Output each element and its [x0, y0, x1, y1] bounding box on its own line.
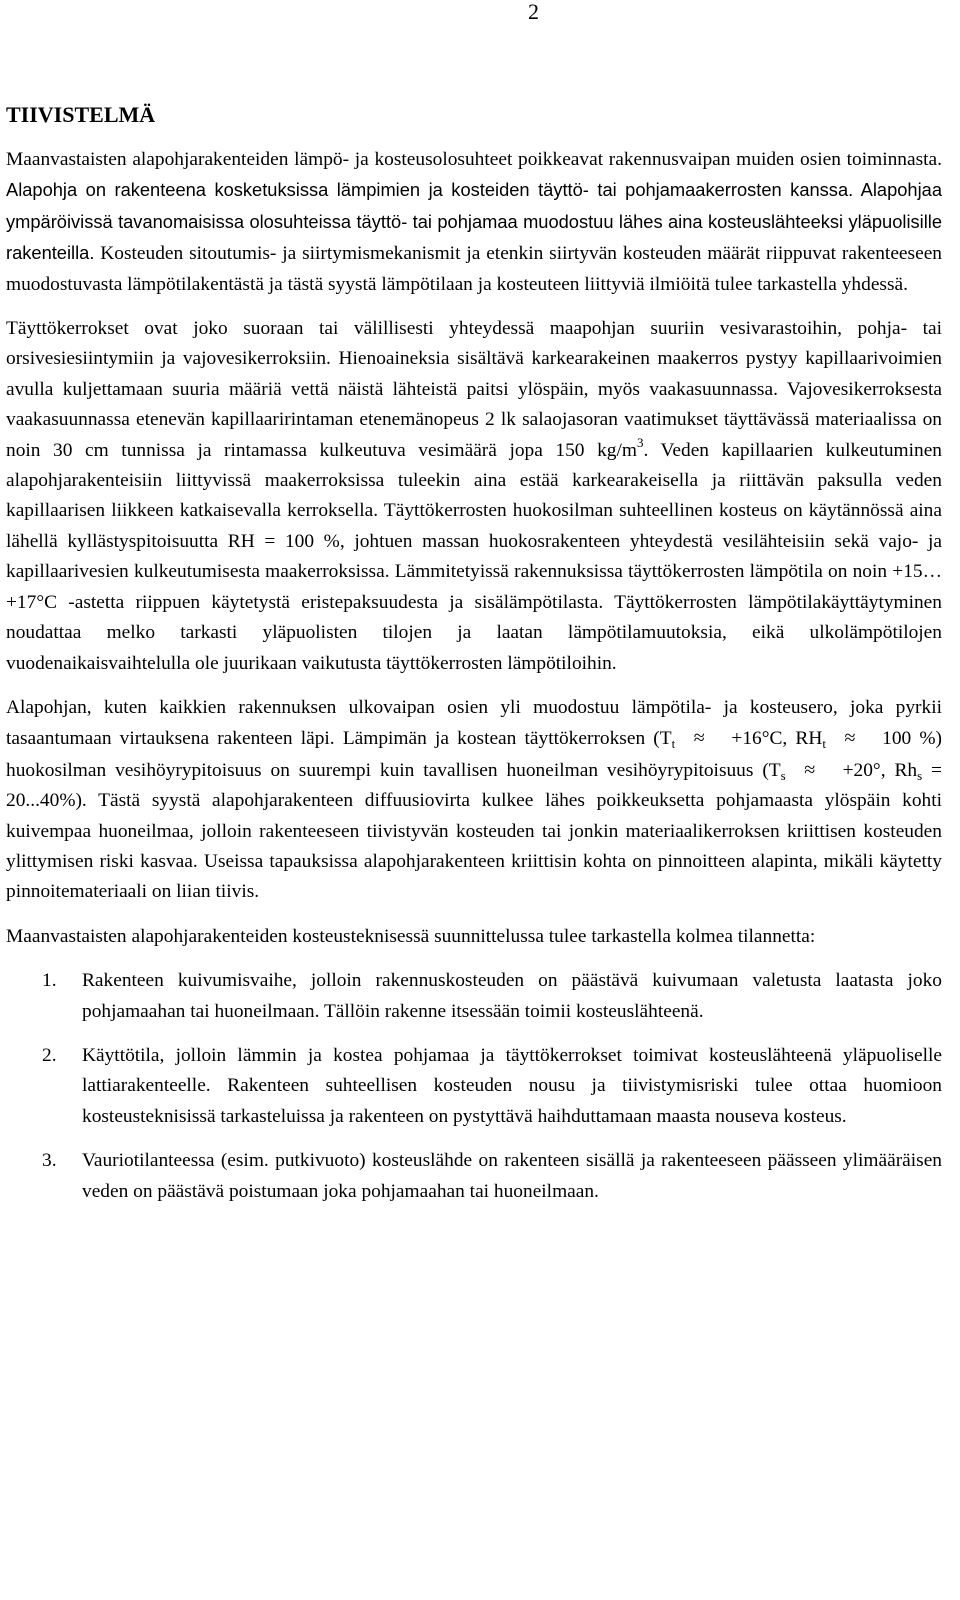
approx-symbol-1: ≈: [693, 727, 705, 750]
subscript-t1: t: [671, 736, 676, 752]
list-item-text: Vauriotilanteessa (esim. putkivuoto) kosteuslähde on rakenteen sisällä ja rakenteeseen päässeen ylimääräisen veden on päästävä poistumaan joka pohjamaahan tai huoneilmaan.: [82, 1150, 942, 1202]
list-item-number: 2.: [42, 1044, 57, 1066]
paragraph-1: [6, 144, 942, 300]
document-body: [6, 100, 942, 1221]
document-heading: TIIVISTELMÄ: [6, 102, 156, 127]
paragraph-3-part-c: 100 %) huokosilman vesihöyrypitoisuus on suurempi kuin tavallisen huoneilman vesihöyrypitoisuus (T: [6, 728, 942, 781]
subscript-t2: t: [822, 736, 826, 752]
list-item: [6, 1041, 942, 1132]
approx-symbol-2: ≈: [844, 727, 856, 750]
paragraph-3-part-e: = 20...40%). Tästä syystä alapohjarakenteen diffuusiovirta kulkee lähes poikkeuksetta pohjamaasta ylöspäin kohti kuivempaa huoneilmaa, jolloin rakenteeseen tiivistyvän kosteuden tai jonkin materiaalikerroksen kriittisen kosteuden ylittymisen riski kasvaa. Useissa tapauksissa alapohjarakenteen kriittisin kohta on pinnoitteen alapinta, mikäli käytetty pinnoitemateriaali on liian tiivis.: [6, 759, 942, 903]
approx-symbol-3: ≈: [804, 758, 816, 781]
paragraph-4: Maanvastaisten alapohjarakenteiden kosteusteknisessä suunnittelussa tulee tarkastella kolmea tilannetta:: [6, 925, 816, 947]
paragraph-1-part-a: Maanvastaisten alapohjarakenteiden lämpö- ja kosteusolosuhteet poikkeavat rakennusvaipan muiden osien toiminnasta.: [6, 149, 942, 170]
list-item-text: Käyttötila, jolloin lämmin ja kostea pohjamaa ja täyttökerrokset toimivat kosteuslähteenä yläpuoliselle lattiarakenteelle. Rakenteen suhteellisen kosteuden nousu ja tiivistymisriski tulee ottaa huomioon kosteusteknisissä tarkasteluissa ja rakenteen on pystyttävä haihduttamaan maasta nouseva kosteus.: [82, 1044, 942, 1127]
subscript-s1: s: [780, 767, 786, 783]
paragraph-2-part-b: Hienoaineksia sisältävä karkearakeinen maakerros pystyy kapillaarivoimien avulla kuljettamaan suuria määriä vettä näistä lähteistä paitsi ylöspäin, myös vaakasuunnassa.: [6, 348, 942, 400]
situation-list: [6, 966, 942, 1207]
paragraph-3-part-a: Alapohjan, kuten kaikkien rakennuksen ulkovaipan osien yli muodostuu lämpötila- ja kosteusero, joka pyrkii tasaantumaan virtauksena rakenteen läpi. Lämpimän ja kostean täyttökerroksen (T: [6, 696, 942, 750]
paragraph-3: [6, 693, 942, 908]
paragraph-2: [6, 314, 942, 679]
paragraph-2-part-c: Vajovesikerroksesta vaakasuunnassa etenevän kapillaaririntaman etenemänopeus 2 lk salaojasoran vaatimukset täyttävässä materiaalissa on noin 30 cm tunnissa ja rintamassa kulkeutuva vesimäärä jopa 150 kg/m: [6, 378, 942, 461]
list-item-number: 1.: [42, 970, 57, 992]
paragraph-2-part-d: . Veden kapillaarien kulkeutuminen alapohjarakenteisiin liittyvissä maakerroksissa tuleekin aina estää karkearakeisella ja riittävän paksulla veden kapillaarisen liikkeen katkaisevalla kerroksella. Täyttökerrosten huokosilman suhteellinen kosteus on käytännössä aina lähellä kyllästyspitoisuutta RH = 100 %, johtuen massan huokosrakenteen yhteydestä vesilähteisiin sekä vajo- ja kapillaarivesien kulkeutumisesta maakerroksissa. Lämmitetyissä rakennuksissa täyttökerrosten lämpötila on noin +15…+17°C -astetta riippuen käytetystä eristepaksuudesta ja sisälämpötilasta. Täyttökerrosten lämpötilakäyttäytyminen noudattaa melko tarkasti yläpuolisten tilojen ja laatan lämpötilamuutoksia, eikä ulkolämpötilojen vuodenaikaisvaihtelulla ole juurikaan vaikutusta täyttökerrosten lämpötiloihin.: [6, 439, 943, 674]
paragraph-3-part-d: +20°, Rh: [833, 759, 918, 781]
subscript-s2: s: [917, 767, 923, 783]
paragraph-3-part-b: +16°C, RH: [723, 728, 823, 750]
list-item-number: 3.: [42, 1150, 57, 1172]
paragraph-1-part-b: Alapohja on rakenteena kosketuksissa lämpimien ja kosteiden täyttö- tai pohjamaakerrosten kanssa. Alapohjaa ympäröivissä tavanomaisissa olosuhteissa täyttö- tai pohjamaa muodostuu lähes aina kosteuslähteeksi yläpuolisille rakenteilla.: [6, 179, 942, 264]
paragraph-1-part-c: Kosteuden sitoutumis- ja siirtymismekanismit ja etenkin siirtyvän kosteuden määrät riippuvat rakenteeseen muodostuvasta lämpötilakentästä ja tästä syystä lämpötilaan ja kosteuteen liittyviä ilmiöitä tulee tarkastella yhdessä.: [6, 243, 942, 295]
paragraph-2-part-a: Täyttökerrokset ovat joko suoraan tai välillisesti yhteydessä maapohjan suuriin vesivarastoihin, pohja- tai orsivesiesiintymiin ja vajovesikerroksiin.: [6, 318, 942, 370]
page-number: 2: [528, 0, 539, 24]
cubic-superscript: 3: [636, 434, 644, 450]
list-item-text: Rakenteen kuivumisvaihe, jolloin rakennuskosteuden on päästävä kuivumaan valetusta laatasta joko pohjamaahan tai huoneilmaan. Tällöin rakenne itsessään toimii kosteuslähteenä.: [82, 970, 942, 1022]
list-item: [6, 1146, 942, 1207]
list-item: [6, 966, 942, 1027]
